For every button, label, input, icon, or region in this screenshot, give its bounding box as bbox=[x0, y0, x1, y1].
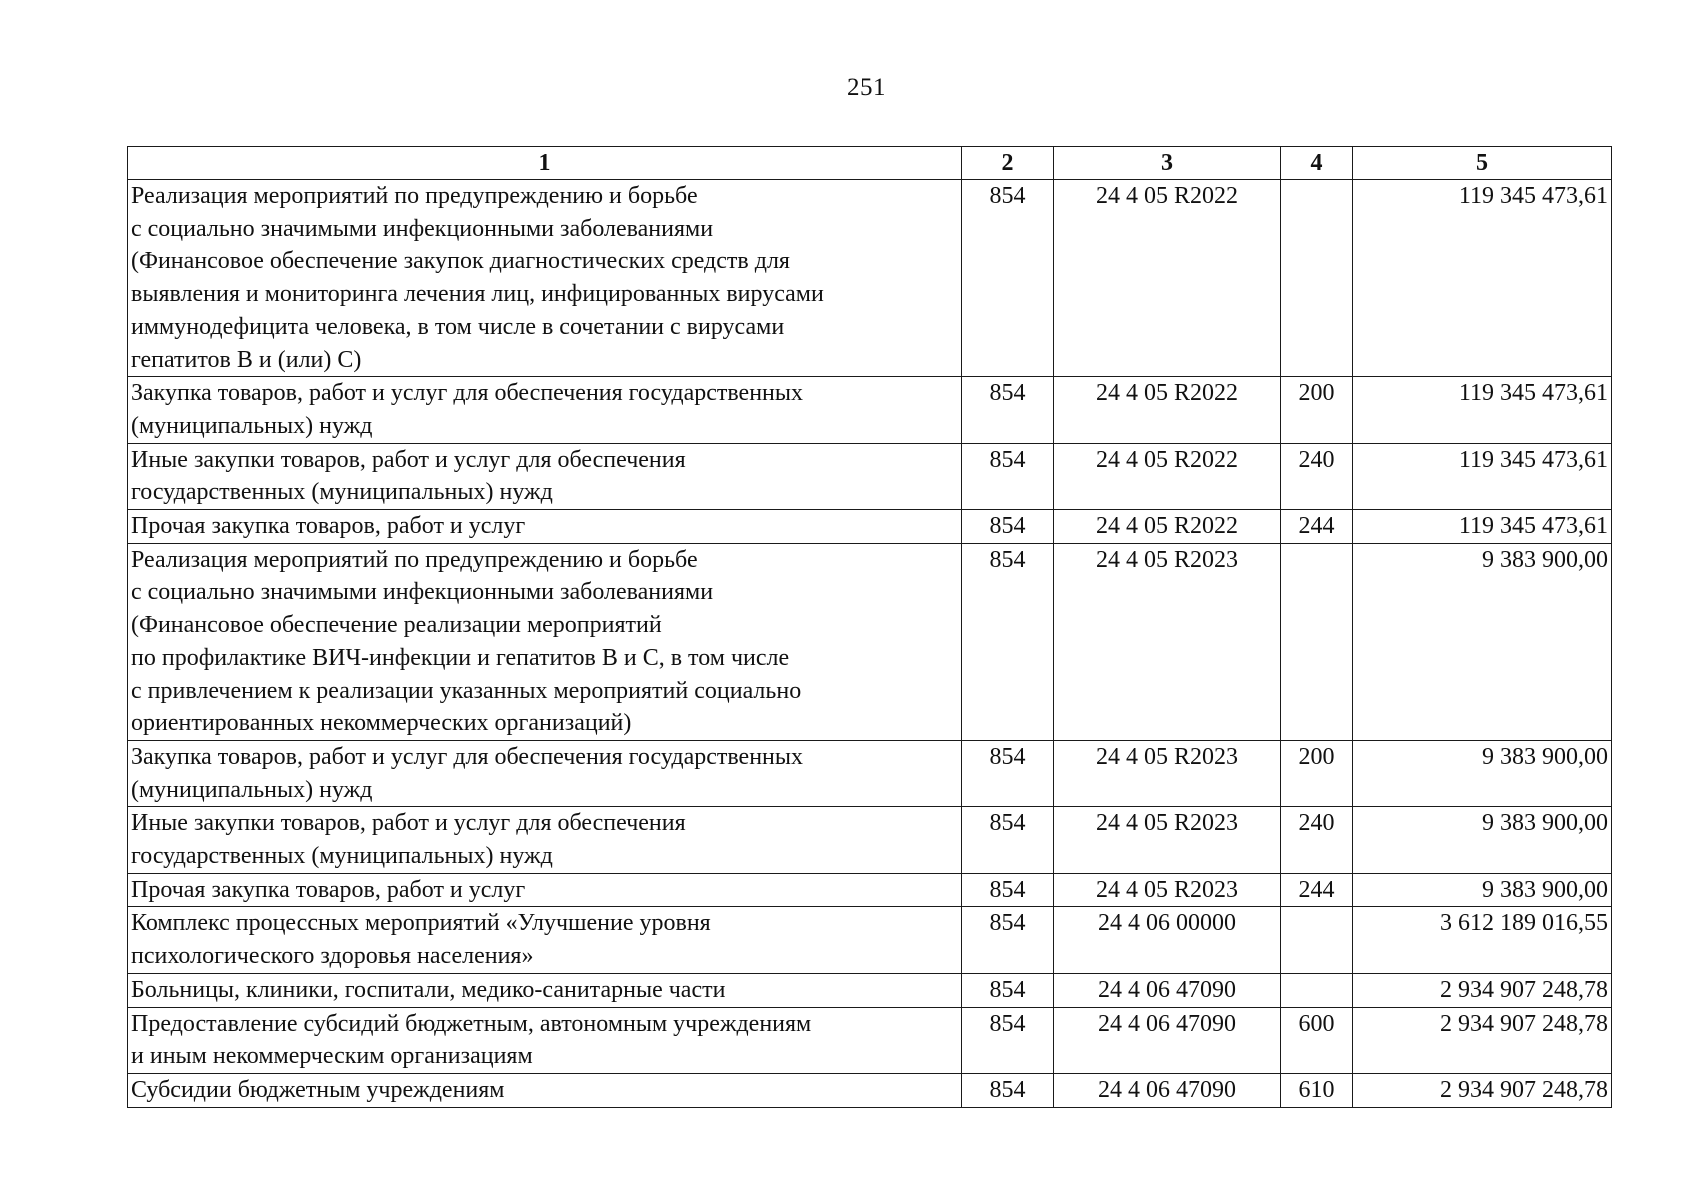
row-name: Реализация мероприятий по предупреждению и борьбе с социально значимыми инфекционными заболеваниями (Финансовое обеспечение закупок диагностических средств для выявления и мониторинга лечения лиц, инфицированных вирусами иммунодефицита человека, в том числе в сочетании с вирусами гепатитов B и (или) C) bbox=[128, 180, 962, 377]
row-target-code: 24 4 05 R2023 bbox=[1054, 873, 1281, 907]
table-row bbox=[128, 973, 1612, 1007]
row-expense-code: 600 bbox=[1281, 1007, 1353, 1073]
row-expense-code: 244 bbox=[1281, 873, 1353, 907]
row-expense-code bbox=[1281, 180, 1353, 377]
row-ministry-code: 854 bbox=[962, 807, 1054, 873]
table-row bbox=[128, 807, 1612, 873]
row-expense-code: 200 bbox=[1281, 377, 1353, 443]
row-expense-code: 240 bbox=[1281, 807, 1353, 873]
row-amount: 3 612 189 016,55 bbox=[1353, 907, 1612, 973]
row-name: Реализация мероприятий по предупреждению и борьбе с социально значимыми инфекционными заболеваниями (Финансовое обеспечение реализации мероприятий по профилактике ВИЧ-инфекции и гепатитов B и C, в том числе с привлечением к реализации указанных мероприятий социально ориентированных некоммерческих организаций) bbox=[128, 543, 962, 740]
table-row bbox=[128, 180, 1612, 377]
table-row bbox=[128, 740, 1612, 806]
table-row bbox=[128, 1007, 1612, 1073]
row-expense-code: 240 bbox=[1281, 443, 1353, 509]
row-target-code: 24 4 05 R2023 bbox=[1054, 740, 1281, 806]
column-header-expense: 4 bbox=[1281, 147, 1353, 180]
row-ministry-code: 854 bbox=[962, 443, 1054, 509]
row-name: Прочая закупка товаров, работ и услуг bbox=[128, 873, 962, 907]
table-row bbox=[128, 510, 1612, 544]
row-amount: 2 934 907 248,78 bbox=[1353, 1007, 1612, 1073]
page-number: 251 bbox=[847, 74, 886, 101]
row-name: Предоставление субсидий бюджетным, автономным учреждениям и иным некоммерческим организациям bbox=[128, 1007, 962, 1073]
row-amount: 9 383 900,00 bbox=[1353, 543, 1612, 740]
row-ministry-code: 854 bbox=[962, 907, 1054, 973]
row-name: Больницы, клиники, госпитали, медико-санитарные части bbox=[128, 973, 962, 1007]
row-name: Иные закупки товаров, работ и услуг для обеспечения государственных (муниципальных) нужд bbox=[128, 807, 962, 873]
row-ministry-code: 854 bbox=[962, 1007, 1054, 1073]
row-expense-code: 610 bbox=[1281, 1073, 1353, 1107]
column-header-target: 3 bbox=[1054, 147, 1281, 180]
row-expense-code: 244 bbox=[1281, 510, 1353, 544]
row-target-code: 24 4 05 R2022 bbox=[1054, 510, 1281, 544]
row-name: Субсидии бюджетным учреждениям bbox=[128, 1073, 962, 1107]
table-row bbox=[128, 1073, 1612, 1107]
column-header-name: 1 bbox=[128, 147, 962, 180]
row-target-code: 24 4 06 47090 bbox=[1054, 973, 1281, 1007]
row-target-code: 24 4 05 R2022 bbox=[1054, 443, 1281, 509]
row-expense-code bbox=[1281, 907, 1353, 973]
table-row bbox=[128, 873, 1612, 907]
row-expense-code bbox=[1281, 543, 1353, 740]
row-expense-code bbox=[1281, 973, 1353, 1007]
row-name: Закупка товаров, работ и услуг для обеспечения государственных (муниципальных) нужд bbox=[128, 740, 962, 806]
row-amount: 119 345 473,61 bbox=[1353, 443, 1612, 509]
row-ministry-code: 854 bbox=[962, 180, 1054, 377]
column-header-amount: 5 bbox=[1353, 147, 1612, 180]
row-target-code: 24 4 05 R2022 bbox=[1054, 180, 1281, 377]
row-target-code: 24 4 05 R2023 bbox=[1054, 543, 1281, 740]
column-header-ministry: 2 bbox=[962, 147, 1054, 180]
row-target-code: 24 4 06 00000 bbox=[1054, 907, 1281, 973]
header-row bbox=[128, 147, 1612, 180]
row-name: Прочая закупка товаров, работ и услуг bbox=[128, 510, 962, 544]
row-ministry-code: 854 bbox=[962, 740, 1054, 806]
row-amount: 2 934 907 248,78 bbox=[1353, 1073, 1612, 1107]
table-row bbox=[128, 543, 1612, 740]
row-amount: 119 345 473,61 bbox=[1353, 377, 1612, 443]
table-row bbox=[128, 377, 1612, 443]
table-row bbox=[128, 907, 1612, 973]
row-name: Иные закупки товаров, работ и услуг для обеспечения государственных (муниципальных) нужд bbox=[128, 443, 962, 509]
row-amount: 119 345 473,61 bbox=[1353, 510, 1612, 544]
row-ministry-code: 854 bbox=[962, 510, 1054, 544]
row-target-code: 24 4 06 47090 bbox=[1054, 1073, 1281, 1107]
row-ministry-code: 854 bbox=[962, 973, 1054, 1007]
row-ministry-code: 854 bbox=[962, 873, 1054, 907]
row-target-code: 24 4 05 R2023 bbox=[1054, 807, 1281, 873]
row-ministry-code: 854 bbox=[962, 543, 1054, 740]
row-amount: 9 383 900,00 bbox=[1353, 873, 1612, 907]
row-ministry-code: 854 bbox=[962, 1073, 1054, 1107]
row-name: Закупка товаров, работ и услуг для обеспечения государственных (муниципальных) нужд bbox=[128, 377, 962, 443]
row-target-code: 24 4 05 R2022 bbox=[1054, 377, 1281, 443]
row-name: Комплекс процессных мероприятий «Улучшение уровня психологического здоровья населения» bbox=[128, 907, 962, 973]
row-amount: 9 383 900,00 bbox=[1353, 807, 1612, 873]
row-amount: 2 934 907 248,78 bbox=[1353, 973, 1612, 1007]
row-amount: 9 383 900,00 bbox=[1353, 740, 1612, 806]
row-amount: 119 345 473,61 bbox=[1353, 180, 1612, 377]
table-row bbox=[128, 443, 1612, 509]
row-target-code: 24 4 06 47090 bbox=[1054, 1007, 1281, 1073]
budget-table bbox=[127, 146, 1612, 1108]
row-expense-code: 200 bbox=[1281, 740, 1353, 806]
row-ministry-code: 854 bbox=[962, 377, 1054, 443]
